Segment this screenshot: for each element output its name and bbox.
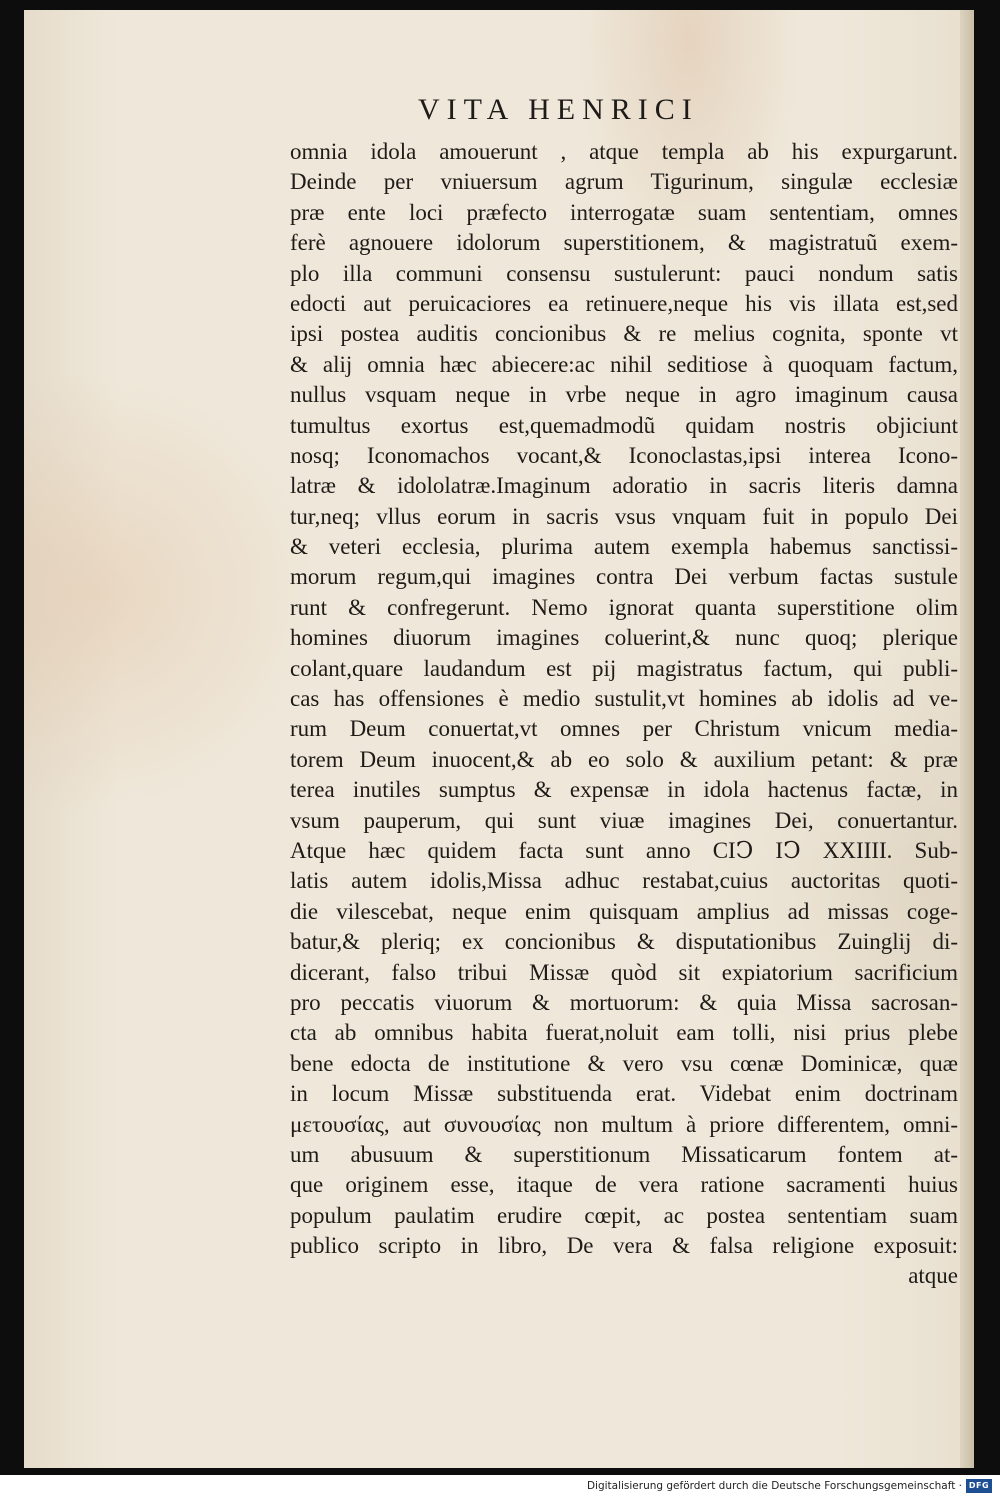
text-line: ferè agnouere idolorum superstitionem, & magistratuũ exem- <box>290 230 958 256</box>
text-line: torem Deum inuocent,& ab eo solo & auxilium petant: & præ <box>290 746 958 772</box>
text-line: homines diuorum imagines coluerint,& nunc quoq; plerique <box>290 625 958 651</box>
text-line: nullus vsquam neque in vrbe neque in agro imaginum causa <box>290 382 958 408</box>
text-line: ipsi postea auditis concionibus & re melius cognita, sponte vt <box>290 321 958 347</box>
text-line: bene edocta de institutione & vero vsu cœnæ Dominicæ, quæ <box>290 1050 958 1076</box>
text-line: Deinde per vniuersum agrum Tigurinum, singulæ ecclesiæ <box>290 169 958 195</box>
text-line: die vilescebat, neque enim quisquam amplius ad missas coge- <box>290 898 958 924</box>
text-line: in locum Missæ substituenda erat. Videbat enim doctrinam <box>290 1081 958 1107</box>
text-line: morum regum,qui imagines contra Dei verbum factas sustule <box>290 564 958 590</box>
text-line: que originem esse, itaque de vera ratione sacramenti huius <box>290 1172 958 1198</box>
text-line: μετουσίας, aut συνουσίας non multum à priore differentem, omni- <box>290 1111 958 1137</box>
text-line: colant,quare laudandum est pij magistratus factum, qui publi- <box>290 655 958 681</box>
text-line: & veteri ecclesia, plurima autem exempla habemus sanctissi- <box>290 534 958 560</box>
footer-bar <box>0 1475 1000 1499</box>
funding-note: Digitalisierung gefördert durch die Deutsche Forschungsgemeinschaft · <box>586 1480 962 1492</box>
page-edge <box>960 10 974 1468</box>
text-line: populum paulatim erudire cœpit, ac postea sententiam suam <box>290 1202 958 1228</box>
text-line: vsum pauperum, qui sunt viuæ imagines Dei, conuertantur. <box>290 807 958 833</box>
text-line: nosq; Iconomachos vocant,& Iconoclastas,ipsi interea Icono- <box>290 442 958 468</box>
text-line: plo illa communi consensu sustulerunt: pauci nondum satis <box>290 260 958 286</box>
text-line: tumultus exortus est,quemadmodũ quidam nostris objiciunt <box>290 412 958 438</box>
text-line: edocti aut peruicaciores ea retinuere,neque his vis illata est,sed <box>290 290 958 316</box>
text-line: latis autem idolis,Missa adhuc restabat,cuius auctoritas quoti- <box>290 868 958 894</box>
text-line: Atque hæc quidem facta sunt anno CIↃ IↃ XXIIII. Sub- <box>290 837 958 863</box>
catchword: atque <box>908 1263 958 1289</box>
text-line: terea inutiles sumptus & expensæ in idola hactenus factæ, in <box>290 777 958 803</box>
body-text <box>290 137 958 1292</box>
text-line: & alij omnia hæc abiecere:ac nihil seditiose à quoquam factum, <box>290 351 958 377</box>
text-line: dicerant, falso tribui Missæ quòd sit expiatorium sacrificium <box>290 959 958 985</box>
text-line: omnia idola amouerunt , atque templa ab his expurgarunt. <box>290 139 958 164</box>
text-line: cta ab omnibus habita fuerat,noluit eam tolli, nisi prius plebe <box>290 1020 958 1046</box>
text-line: tur,neq; vllus eorum in sacris vsus vnquam fuit in populo Dei <box>290 503 958 529</box>
text-line: pro peccatis viuorum & mortuorum: & quia Missa sacrosan- <box>290 989 958 1015</box>
text-line: um abusuum & superstitionum Missaticarum fontem at- <box>290 1141 958 1167</box>
text-line: batur,& pleriq; ex concionibus & disputationibus Zuinglij di- <box>290 929 958 955</box>
text-line: præ ente loci præfecto interrogatæ suam sententiam, omnes <box>290 199 958 225</box>
running-head: VITA HENRICI <box>418 93 699 126</box>
text-line: cas has offensiones è medio sustulit,vt homines ab idolis ad ve- <box>290 686 958 712</box>
text-line: publico scripto in libro, De vera & falsa religione exposuit: <box>290 1233 958 1259</box>
text-line: runt & confregerunt. Nemo ignorat quanta superstitione olim <box>290 594 958 620</box>
book-page <box>24 10 974 1468</box>
text-line: latræ & idololatræ.Imaginum adoratio in sacris literis damna <box>290 473 958 499</box>
text-line: rum Deum conuertat,vt omnes per Christum vnicum media- <box>290 716 958 742</box>
dfg-logo-icon: DFG <box>966 1479 992 1493</box>
